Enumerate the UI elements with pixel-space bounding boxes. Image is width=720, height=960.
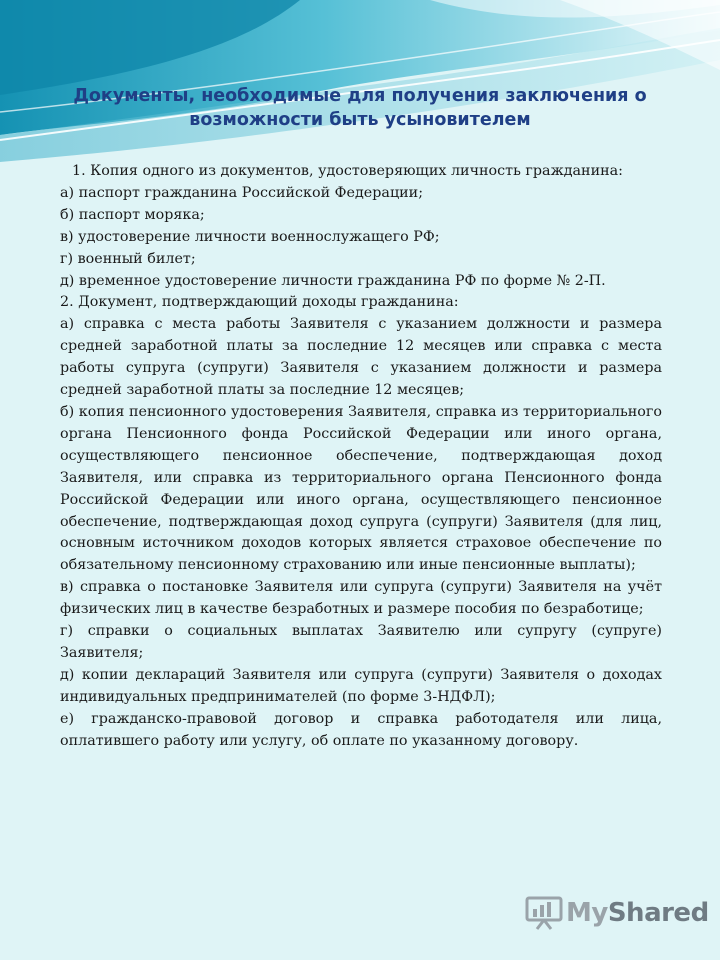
slide-title (40, 84, 680, 132)
paragraph-3: б) паспорт моряка; (60, 206, 205, 223)
document-list (60, 161, 662, 752)
slide-title-line-2: возможности быть усыновителем (189, 110, 531, 130)
paragraph-12: д) копии деклараций Заявителя или супруга (супруги) Заявителя о доходах индивидуальных предпринимателей (по форме 3-НДФЛ); (60, 666, 662, 705)
paragraph-2: а) паспорт гражданина Российской Федерации; (60, 184, 424, 201)
watermark-text-my: My (566, 898, 608, 928)
watermark-text-shared: Shared (607, 898, 709, 928)
paragraph-8: а) справка с места работы Заявителя с указанием должности и размера средней заработной платы за последние 12 месяцев или справка с места работы супруга (супруги) Заявителя с указанием должности и размера средней заработной платы за последние 12 месяцев; (60, 316, 662, 399)
paragraph-6: д) временное удостоверение личности гражданина РФ по форме № 2-П. (60, 272, 606, 289)
paragraph-11: г) справки о социальных выплатах Заявителю или супругу (супруге) Заявителя; (60, 623, 662, 661)
paragraph-13: е) гражданско-правовой договор и справка работодателя или лица, оплатившего работу или услугу, об оплате по указанному договору. (60, 710, 662, 749)
paragraph-10: в) справка о постановке Заявителя или супруга (супруги) Заявителя на учёт физических лиц в качестве безработных и размере пособия по безработице; (60, 579, 662, 618)
paragraph-9: б) копия пенсионного удостоверения Заявителя, справка из территориального органа Пенсионного фонда Российской Федерации или иного органа, осуществляющего пенсионное обеспечение, подтверждающая доход Заявителя, или справка из территориального органа Пенсионного фонда Российской Федерации или иного органа, осуществляющего пенсионное обеспечение, подтверждающая доход супруга (супруги) Заявителя (для лиц, основным источником доходов которых является страховое обеспечение по обязательному пенсионному страхованию или иные пенсионные выплаты); (60, 403, 662, 574)
presentation-board-icon (524, 895, 564, 931)
paragraph-1: 1. Копия одного из документов, удостоверяющих личность гражданина: (72, 163, 623, 179)
slide-title-line-1: Документы, необходимые для получения заключения о (73, 86, 647, 106)
paragraph-5: г) военный билет; (60, 250, 196, 267)
paragraph-4: в) удостоверение личности военнослужащего РФ; (60, 228, 440, 245)
myshared-watermark (524, 893, 709, 933)
paragraph-7: 2. Документ, подтверждающий доходы гражданина: (60, 294, 459, 311)
